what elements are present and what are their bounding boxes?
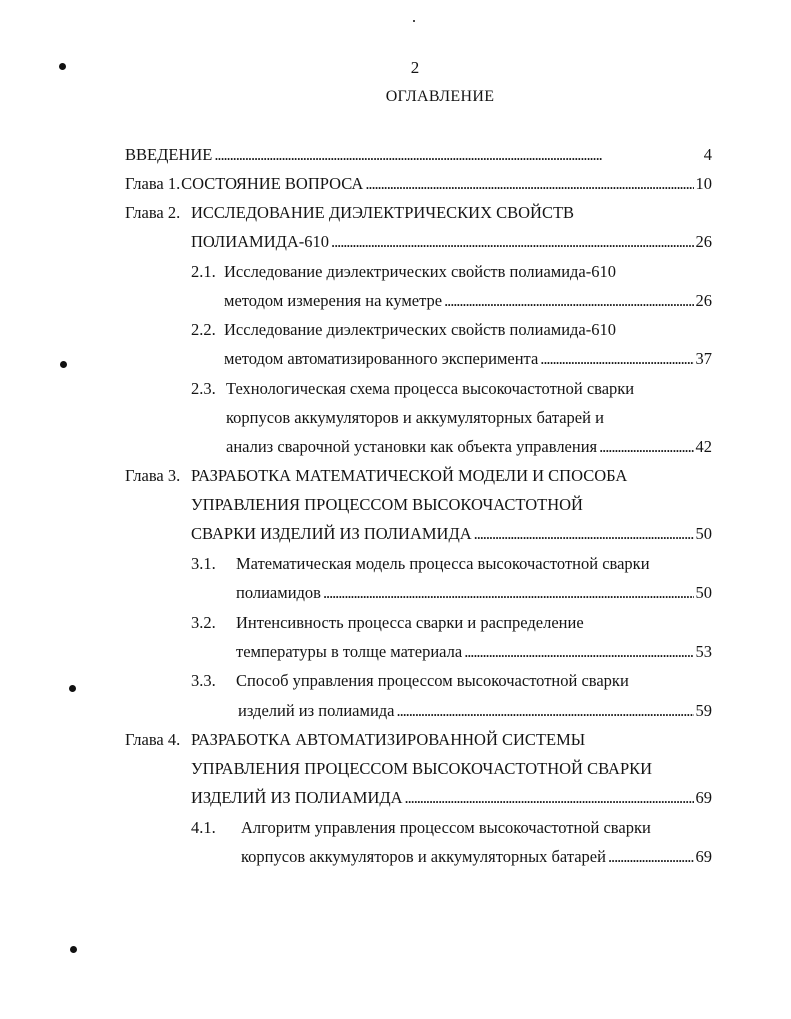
chapter-prefix: Глава 2.: [125, 203, 181, 222]
toc-entry-chapter-2[interactable]: [125, 202, 574, 224]
toc-entry-section-3-3-cont[interactable]: [238, 700, 712, 722]
leader-dots: [397, 700, 694, 722]
toc-entry-chapter-2-cont[interactable]: [191, 231, 712, 253]
toc-entry-label: Математическая модель процесса высокочастотной сварки: [236, 554, 650, 573]
toc-page-number: 59: [695, 701, 712, 720]
leader-dots: [474, 523, 694, 545]
section-number: 2.3.: [191, 379, 216, 398]
toc-entry-label: УПРАВЛЕНИЯ ПРОЦЕССОМ ВЫСОКОЧАСТОТНОЙ: [191, 495, 583, 514]
chapter-prefix: Глава 4.: [125, 730, 181, 749]
toc-entry-intro[interactable]: [125, 144, 712, 166]
leader-dots: [331, 231, 693, 253]
toc-page-number: 53: [695, 642, 712, 661]
toc-page-number: 26: [695, 291, 712, 310]
toc-entry-label: ИЗДЕЛИЙ ИЗ ПОЛИАМИДА: [191, 788, 403, 807]
toc-entry-section-2-1-cont[interactable]: [224, 290, 712, 312]
toc-entry-label: Алгоритм управления процессом высокочастотной сварки: [241, 818, 651, 837]
leader-dots: [608, 846, 694, 868]
toc-entry-label: Технологическая схема процесса высокочастотной сварки: [226, 379, 635, 398]
toc-page-number: 4: [703, 145, 712, 164]
toc-entry-label: РАЗРАБОТКА АВТОМАТИЗИРОВАННОЙ СИСТЕМЫ: [191, 730, 586, 749]
toc-entry-label: методом автоматизированного эксперимента: [224, 349, 539, 368]
toc-entry-label: ВВЕДЕНИЕ: [125, 145, 213, 164]
toc-page-number: 69: [695, 847, 712, 866]
chapter-prefix: Глава 3.: [125, 466, 181, 485]
toc-entry-section-2-1[interactable]: [191, 261, 616, 283]
section-number: 2.1.: [191, 262, 216, 281]
scan-speck: [60, 361, 67, 368]
toc-entry-section-2-2-cont[interactable]: [224, 348, 712, 370]
toc-entry-label: корпусов аккумуляторов и аккумуляторных батарей: [241, 847, 606, 866]
toc-entry-label: Исследование диэлектрических свойств полиамида-610: [224, 262, 617, 281]
toc-entry-section-4-1-cont[interactable]: [241, 846, 712, 868]
toc-entry-section-3-3[interactable]: [191, 670, 629, 692]
section-number: 4.1.: [191, 818, 216, 837]
toc-entry-label: анализ сварочной установки как объекта управления: [226, 437, 598, 456]
toc-page-number: 37: [695, 349, 712, 368]
scan-speck: [70, 946, 77, 953]
toc-entry-section-3-1[interactable]: [191, 553, 650, 575]
toc-entry-label: Исследование диэлектрических свойств полиамида-610: [224, 320, 617, 339]
toc-entry-label: ПОЛИАМИДА-610: [191, 232, 330, 251]
toc-entry-section-2-3-cont[interactable]: [226, 407, 604, 429]
section-number: 3.3.: [191, 671, 216, 690]
leader-dots: [540, 348, 693, 370]
chapter-prefix: Глава 1.: [125, 174, 181, 193]
leader-dots: [444, 290, 693, 312]
leader-dots: [599, 436, 693, 458]
toc-entry-section-3-1-cont[interactable]: [236, 582, 712, 604]
toc-entry-label: температуры в толще материала: [236, 642, 463, 661]
scan-speck: [69, 685, 76, 692]
toc-entry-label: СОСТОЯНИЕ ВОПРОСА: [181, 174, 364, 193]
toc-page-number: 42: [695, 437, 712, 456]
toc-entry-chapter-3-cont[interactable]: [191, 523, 712, 545]
toc-entry-label: РАЗРАБОТКА МАТЕМАТИЧЕСКОЙ МОДЕЛИ И СПОСОБА: [191, 466, 628, 485]
toc-page-number: 10: [695, 174, 712, 193]
toc-page-number: 50: [695, 583, 712, 602]
toc-entry-section-2-3[interactable]: [191, 378, 634, 400]
toc-entry-label: Способ управления процессом высокочастотной сварки: [236, 671, 629, 690]
toc-entry-section-4-1[interactable]: [191, 817, 651, 839]
toc-entry-chapter-3-cont[interactable]: [191, 494, 583, 516]
toc-page-number: 50: [695, 524, 712, 543]
page-title: ОГЛАВЛЕНИЕ: [385, 88, 495, 105]
section-number: 2.2.: [191, 320, 216, 339]
toc-entry-label: методом измерения на куметре: [224, 291, 443, 310]
leader-dots: [323, 582, 694, 604]
toc-entry-label: УПРАВЛЕНИЯ ПРОЦЕССОМ ВЫСОКОЧАСТОТНОЙ СВАРКИ: [191, 759, 653, 778]
toc-entry-section-3-2[interactable]: [191, 612, 584, 634]
toc-page-number: 69: [695, 788, 712, 807]
toc-entry-label: ИССЛЕДОВАНИЕ ДИЭЛЕКТРИЧЕСКИХ СВОЙСТВ: [191, 203, 575, 222]
toc-entry-section-2-2[interactable]: [191, 319, 616, 341]
toc-entry-label: изделий из полиамида: [238, 701, 395, 720]
toc-entry-chapter-4[interactable]: [125, 729, 585, 751]
toc-entry-section-3-2-cont[interactable]: [236, 641, 712, 663]
toc-entry-label: корпусов аккумуляторов и аккумуляторных батарей и: [226, 408, 604, 427]
toc-entry-section-2-3-cont[interactable]: [226, 436, 712, 458]
scan-speck: [413, 20, 415, 22]
leader-dots: [365, 173, 693, 195]
toc-entry-chapter-4-cont[interactable]: [191, 787, 712, 809]
section-number: 3.2.: [191, 613, 216, 632]
page-number: 2: [410, 58, 420, 77]
toc-entry-chapter-1[interactable]: [125, 173, 712, 195]
toc-entry-chapter-3[interactable]: [125, 465, 627, 487]
toc-entry-label: СВАРКИ ИЗДЕЛИЙ ИЗ ПОЛИАМИДА: [191, 524, 472, 543]
toc-entry-label: полиамидов: [236, 583, 321, 602]
leader-dots: [214, 144, 701, 166]
toc-entry-label: Интенсивность процесса сварки и распределение: [236, 613, 584, 632]
leader-dots: [405, 787, 694, 809]
toc-entry-chapter-4-cont[interactable]: [191, 758, 652, 780]
leader-dots: [464, 641, 693, 663]
toc-page-number: 26: [695, 232, 712, 251]
section-number: 3.1.: [191, 554, 216, 573]
